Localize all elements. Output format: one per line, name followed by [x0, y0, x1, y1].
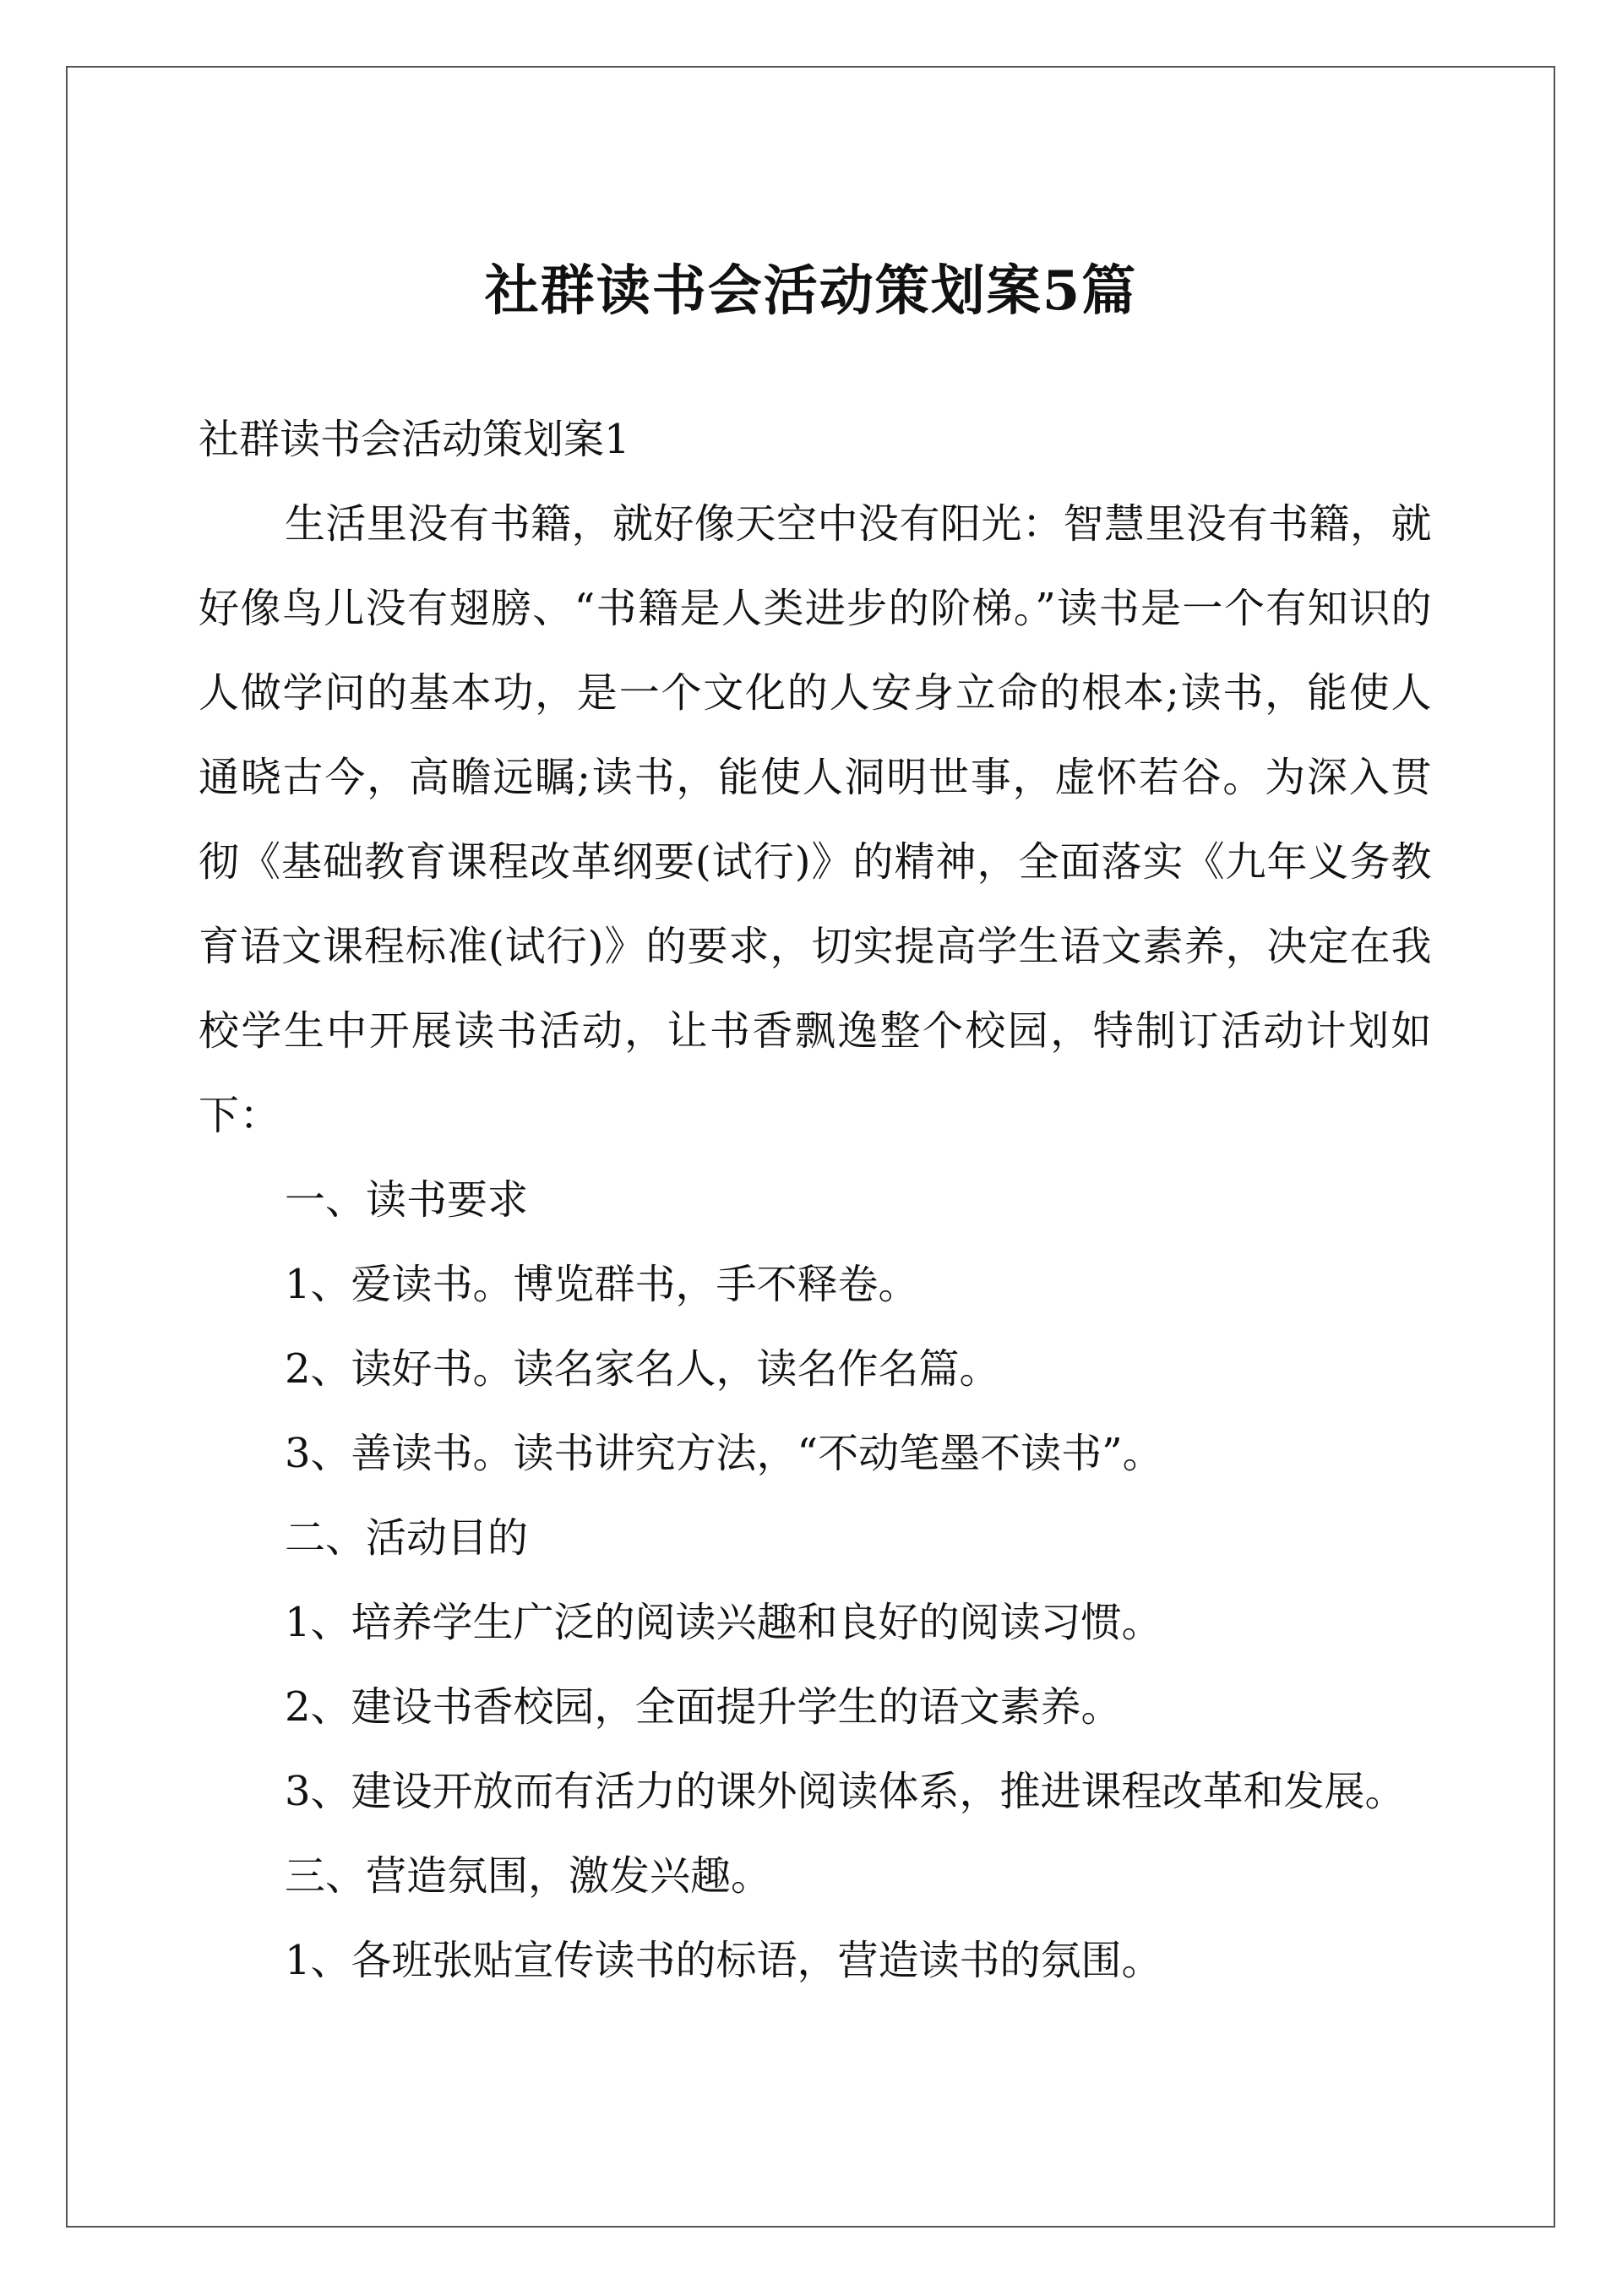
document-title: 社群读书会活动策划案5篇	[484, 259, 1138, 323]
section-subtitle: 社群读书会活动策划案1	[199, 416, 630, 463]
intro-paragraph: 生活里没有书籍，就好像天空中没有阳光：智慧里没有书籍，就好像鸟儿没有翅膀、“书籍是人类进步的阶梯。”读书是一个有知识的人做学问的基本功，是一个文化的人安身立命的根本;读书，能使人通晓古今，高瞻远瞩;读书，能使人洞明世事，虚怀若谷。为深入贯彻《基础教育课程改革纲要(试行)》的精神，全面落实《九年义务教育语文课程标准(试行)》的要求，切实提高学生语文素养，决定在我校学生中开展读书活动，让书香飘逸整个校园，特制订活动计划如下：	[199, 500, 1433, 1139]
section-heading-atmosphere: 三、营造氛围，激发兴趣。	[285, 1852, 772, 1900]
list-item: 2、读好书。读名家名人，读名作名篇。	[285, 1345, 1000, 1393]
list-item: 3、建设开放而有活力的课外阅读体系，推进课程改革和发展。	[285, 1768, 1406, 1815]
document-body	[199, 397, 1432, 2003]
section-heading-activity-purpose: 二、活动目的	[285, 1514, 529, 1562]
list-item: 1、爱读书。博览群书，手不释卷。	[285, 1261, 919, 1308]
list-item: 1、培养学生广泛的阅读兴趣和良好的阅读习惯。	[285, 1599, 1162, 1646]
list-item: 1、各班张贴宣传读书的标语，营造读书的氛围。	[285, 1937, 1162, 1984]
section-heading-reading-requirements: 一、读书要求	[285, 1176, 529, 1224]
list-item: 2、建设书香校园，全面提升学生的语文素养。	[285, 1683, 1122, 1731]
list-item: 3、善读书。读书讲究方法，“不动笔墨不读书”。	[285, 1430, 1163, 1477]
